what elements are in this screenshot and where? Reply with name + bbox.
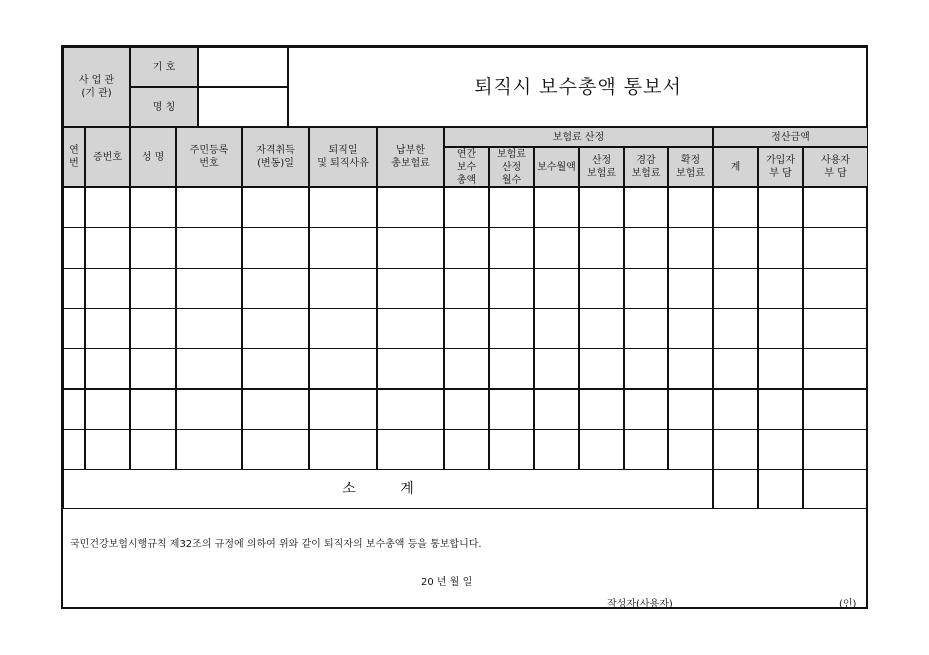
table-cell[interactable] bbox=[713, 389, 758, 430]
col-group-premium-calc: 보험료 산정 bbox=[444, 127, 713, 147]
table-cell[interactable] bbox=[579, 187, 624, 228]
table-cell[interactable] bbox=[803, 227, 868, 268]
table-cell[interactable] bbox=[758, 348, 803, 389]
table-cell[interactable] bbox=[803, 389, 868, 430]
table-cell[interactable] bbox=[242, 308, 309, 349]
table-cell[interactable] bbox=[579, 389, 624, 430]
col-header-cert-no: 증번호 bbox=[85, 127, 130, 187]
author-label: 작성자(사용자) bbox=[607, 599, 673, 610]
table-cell[interactable] bbox=[85, 348, 130, 389]
table-cell[interactable] bbox=[713, 227, 758, 268]
col-header-calc-premium: 산정 보험료 bbox=[579, 147, 624, 187]
table-cell[interactable] bbox=[668, 187, 713, 228]
table-cell[interactable] bbox=[534, 348, 579, 389]
col-group-settlement: 정산금액 bbox=[713, 127, 868, 147]
table-cell[interactable] bbox=[668, 429, 713, 470]
col-header-reduced-premium: 경감 보험료 bbox=[624, 147, 668, 187]
table-cell[interactable] bbox=[668, 227, 713, 268]
table-cell[interactable] bbox=[309, 348, 377, 389]
table-cell[interactable] bbox=[444, 348, 489, 389]
table-cell[interactable] bbox=[377, 389, 444, 430]
col-header-resident-no: 주민등록 번호 bbox=[176, 127, 242, 187]
symbol-field[interactable] bbox=[198, 47, 288, 87]
table-cell[interactable] bbox=[444, 389, 489, 430]
table-cell[interactable] bbox=[242, 268, 309, 309]
table-cell[interactable] bbox=[176, 348, 242, 389]
table-cell[interactable] bbox=[803, 429, 868, 470]
table-cell[interactable] bbox=[85, 429, 130, 470]
table-cell[interactable] bbox=[377, 227, 444, 268]
org-label-cell: 사 업 관 (기 관) bbox=[63, 47, 130, 127]
table-cell[interactable] bbox=[309, 429, 377, 470]
col-header-seq: 연 번 bbox=[63, 127, 85, 187]
table-cell[interactable] bbox=[85, 227, 130, 268]
table-cell[interactable] bbox=[130, 308, 176, 349]
table-cell[interactable] bbox=[444, 429, 489, 470]
table-cell[interactable] bbox=[758, 308, 803, 349]
subtotal-total-cell[interactable] bbox=[713, 469, 758, 509]
table-cell[interactable] bbox=[624, 348, 668, 389]
seal-mark: (인) bbox=[839, 599, 857, 610]
table-cell[interactable] bbox=[176, 268, 242, 309]
table-cell[interactable] bbox=[624, 308, 668, 349]
table-cell[interactable] bbox=[489, 268, 534, 309]
table-cell[interactable] bbox=[176, 187, 242, 228]
table-cell[interactable] bbox=[130, 389, 176, 430]
table-cell[interactable] bbox=[63, 268, 85, 309]
table-cell[interactable] bbox=[130, 187, 176, 228]
date-line: 20 년 월 일 bbox=[421, 577, 473, 588]
table-cell[interactable] bbox=[534, 187, 579, 228]
table-cell[interactable] bbox=[579, 227, 624, 268]
col-header-employer-share: 사용자 부 담 bbox=[803, 147, 868, 187]
table-cell[interactable] bbox=[176, 389, 242, 430]
table-cell[interactable] bbox=[377, 268, 444, 309]
table-cell[interactable] bbox=[758, 429, 803, 470]
table-cell[interactable] bbox=[130, 429, 176, 470]
table-cell[interactable] bbox=[130, 348, 176, 389]
retirement-salary-notice-form bbox=[61, 45, 868, 609]
table-cell[interactable] bbox=[713, 429, 758, 470]
table-cell[interactable] bbox=[803, 268, 868, 309]
document-title: 퇴직시 보수총액 통보서 bbox=[288, 47, 868, 127]
table-cell[interactable] bbox=[579, 348, 624, 389]
subtotal-label: 소 계 bbox=[63, 469, 713, 509]
table-cell[interactable] bbox=[489, 187, 534, 228]
col-header-total: 계 bbox=[713, 147, 758, 187]
table-cell[interactable] bbox=[713, 187, 758, 228]
table-cell[interactable] bbox=[63, 187, 85, 228]
subtotal-employer-cell[interactable] bbox=[803, 469, 868, 509]
table-cell[interactable] bbox=[758, 389, 803, 430]
col-header-name: 성 명 bbox=[130, 127, 176, 187]
table-cell[interactable] bbox=[624, 227, 668, 268]
table-cell[interactable] bbox=[85, 187, 130, 228]
table-cell[interactable] bbox=[63, 389, 85, 430]
table-cell[interactable] bbox=[668, 348, 713, 389]
table-cell[interactable] bbox=[713, 268, 758, 309]
col-header-monthly-amount: 보수월액 bbox=[534, 147, 579, 187]
col-header-annual-total: 연간 보수 총액 bbox=[444, 147, 489, 187]
table-cell[interactable] bbox=[377, 187, 444, 228]
table-cell[interactable] bbox=[63, 227, 85, 268]
table-cell[interactable] bbox=[130, 227, 176, 268]
table-cell[interactable] bbox=[534, 227, 579, 268]
table-cell[interactable] bbox=[444, 308, 489, 349]
table-cell[interactable] bbox=[444, 187, 489, 228]
table-cell[interactable] bbox=[668, 308, 713, 349]
table-cell[interactable] bbox=[130, 268, 176, 309]
table-cell[interactable] bbox=[758, 227, 803, 268]
table-cell[interactable] bbox=[63, 429, 85, 470]
table-cell[interactable] bbox=[85, 268, 130, 309]
table-cell[interactable] bbox=[85, 389, 130, 430]
symbol-label-cell: 기 호 bbox=[130, 47, 198, 87]
table-cell[interactable] bbox=[713, 348, 758, 389]
table-cell[interactable] bbox=[489, 389, 534, 430]
table-cell[interactable] bbox=[309, 227, 377, 268]
table-cell[interactable] bbox=[803, 308, 868, 349]
table-cell[interactable] bbox=[534, 389, 579, 430]
col-header-paid-premium: 납부한 총보험료 bbox=[377, 127, 444, 187]
table-cell[interactable] bbox=[242, 348, 309, 389]
table-cell[interactable] bbox=[624, 268, 668, 309]
table-cell[interactable] bbox=[242, 227, 309, 268]
table-cell[interactable] bbox=[309, 308, 377, 349]
table-cell[interactable] bbox=[803, 187, 868, 228]
table-cell[interactable] bbox=[176, 429, 242, 470]
table-cell[interactable] bbox=[242, 187, 309, 228]
col-header-acquired-date: 자격취득 (변동)일 bbox=[242, 127, 309, 187]
table-cell[interactable] bbox=[534, 308, 579, 349]
table-cell[interactable] bbox=[63, 308, 85, 349]
table-cell[interactable] bbox=[242, 389, 309, 430]
subtotal-subscriber-cell[interactable] bbox=[758, 469, 803, 509]
table-cell[interactable] bbox=[579, 308, 624, 349]
table-cell[interactable] bbox=[176, 308, 242, 349]
table-cell[interactable] bbox=[489, 308, 534, 349]
table-cell[interactable] bbox=[668, 268, 713, 309]
table-cell[interactable] bbox=[309, 187, 377, 228]
org-name-field[interactable] bbox=[198, 87, 288, 127]
table-cell[interactable] bbox=[758, 187, 803, 228]
table-cell[interactable] bbox=[624, 429, 668, 470]
table-cell[interactable] bbox=[534, 429, 579, 470]
table-cell[interactable] bbox=[668, 389, 713, 430]
table-cell[interactable] bbox=[713, 308, 758, 349]
table-cell[interactable] bbox=[624, 389, 668, 430]
col-header-calc-months: 보험료 산정 월수 bbox=[489, 147, 534, 187]
table-cell[interactable] bbox=[85, 308, 130, 349]
table-cell[interactable] bbox=[489, 348, 534, 389]
col-header-subscriber-share: 가입자 부 담 bbox=[758, 147, 803, 187]
table-cell[interactable] bbox=[758, 268, 803, 309]
table-cell[interactable] bbox=[242, 429, 309, 470]
notice-text: 국민건강보험시행규칙 제32조의 규정에 의하여 위와 같이 퇴직자의 보수총액 등을 통보합니다. bbox=[70, 539, 482, 550]
table-cell[interactable] bbox=[377, 429, 444, 470]
table-cell[interactable] bbox=[377, 348, 444, 389]
table-cell[interactable] bbox=[444, 227, 489, 268]
col-header-confirmed-premium: 확정 보험료 bbox=[668, 147, 713, 187]
table-cell[interactable] bbox=[624, 187, 668, 228]
col-header-retire-date: 퇴직일 및 퇴직사유 bbox=[309, 127, 377, 187]
table-cell[interactable] bbox=[579, 429, 624, 470]
table-cell[interactable] bbox=[444, 268, 489, 309]
table-cell[interactable] bbox=[309, 268, 377, 309]
name-label-cell: 명 칭 bbox=[130, 87, 198, 127]
table-cell[interactable] bbox=[309, 389, 377, 430]
table-cell[interactable] bbox=[176, 227, 242, 268]
table-cell[interactable] bbox=[579, 268, 624, 309]
table-cell[interactable] bbox=[534, 268, 579, 309]
table-cell[interactable] bbox=[803, 348, 868, 389]
table-cell[interactable] bbox=[63, 348, 85, 389]
table-cell[interactable] bbox=[489, 227, 534, 268]
table-cell[interactable] bbox=[377, 308, 444, 349]
table-cell[interactable] bbox=[489, 429, 534, 470]
